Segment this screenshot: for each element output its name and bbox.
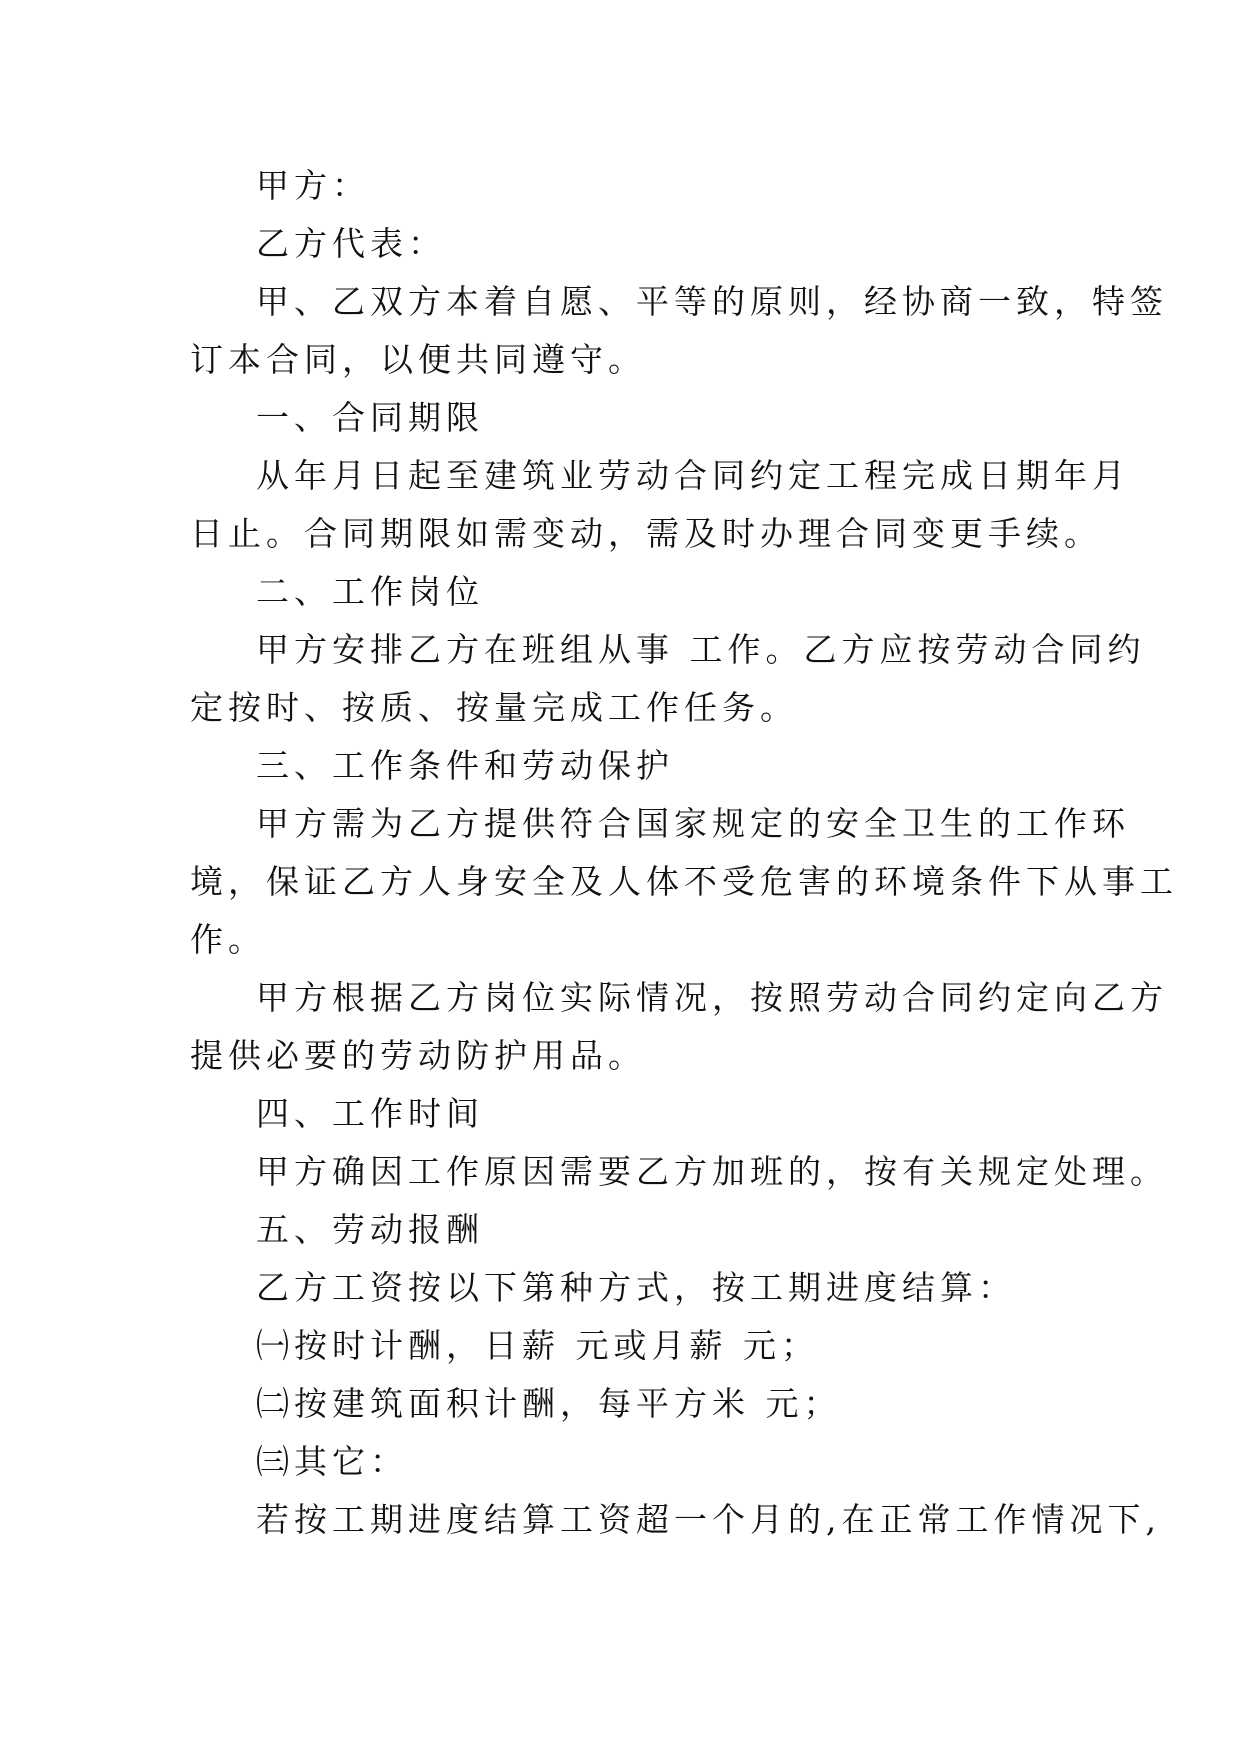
working-conditions-line-3: 作。 [190,920,266,959]
section-heading-working-conditions: 三、工作条件和劳动保护 [256,746,674,785]
contract-term-line-1: 从年月日起至建筑业劳动合同约定工程完成日期年月 [256,456,1130,495]
contract-body [190,157,1178,1549]
working-hours-line-1: 甲方确因工作原因需要乙方加班的，按有关规定处理。 [256,1152,1168,1191]
job-position-line-2: 定按时、按质、按量完成工作任务。 [190,688,798,727]
protective-equipment-line-1: 甲方根据乙方岗位实际情况，按照劳动合同约定向乙方 [256,978,1168,1017]
remuneration-intro: 乙方工资按以下第种方式，按工期进度结算： [256,1268,1016,1307]
remuneration-settlement-line: 若按工期进度结算工资超一个月的,在正常工作情况下, [256,1500,1161,1539]
remuneration-option-3: ㈢其它： [256,1442,408,1481]
section-heading-contract-term: 一、合同期限 [256,398,484,437]
job-position-line-1: 甲方安排乙方在班组从事 工作。乙方应按劳动合同约 [256,630,1146,669]
remuneration-option-1: ㈠按时计酬，日薪 元或月薪 元； [256,1326,819,1365]
preamble-line-1: 甲、乙双方本着自愿、平等的原则，经协商一致，特签 [256,282,1168,321]
protective-equipment-line-2: 提供必要的劳动防护用品。 [190,1036,646,1075]
section-heading-working-hours: 四、工作时间 [256,1094,484,1133]
party-a-label: 甲方： [256,166,370,205]
party-b-representative-label: 乙方代表： [256,224,446,263]
working-conditions-line-2: 境，保证乙方人身安全及人体不受危害的环境条件下从事工 [190,862,1178,901]
working-conditions-line-1: 甲方需为乙方提供符合国家规定的安全卫生的工作环 [256,804,1130,843]
preamble-line-2: 订本合同，以便共同遵守。 [190,340,646,379]
contract-term-line-2: 日止。合同期限如需变动，需及时办理合同变更手续。 [190,514,1102,553]
section-heading-remuneration: 五、劳动报酬 [256,1210,484,1249]
section-heading-job-position: 二、工作岗位 [256,572,484,611]
remuneration-option-2: ㈡按建筑面积计酬，每平方米 元； [256,1384,842,1423]
